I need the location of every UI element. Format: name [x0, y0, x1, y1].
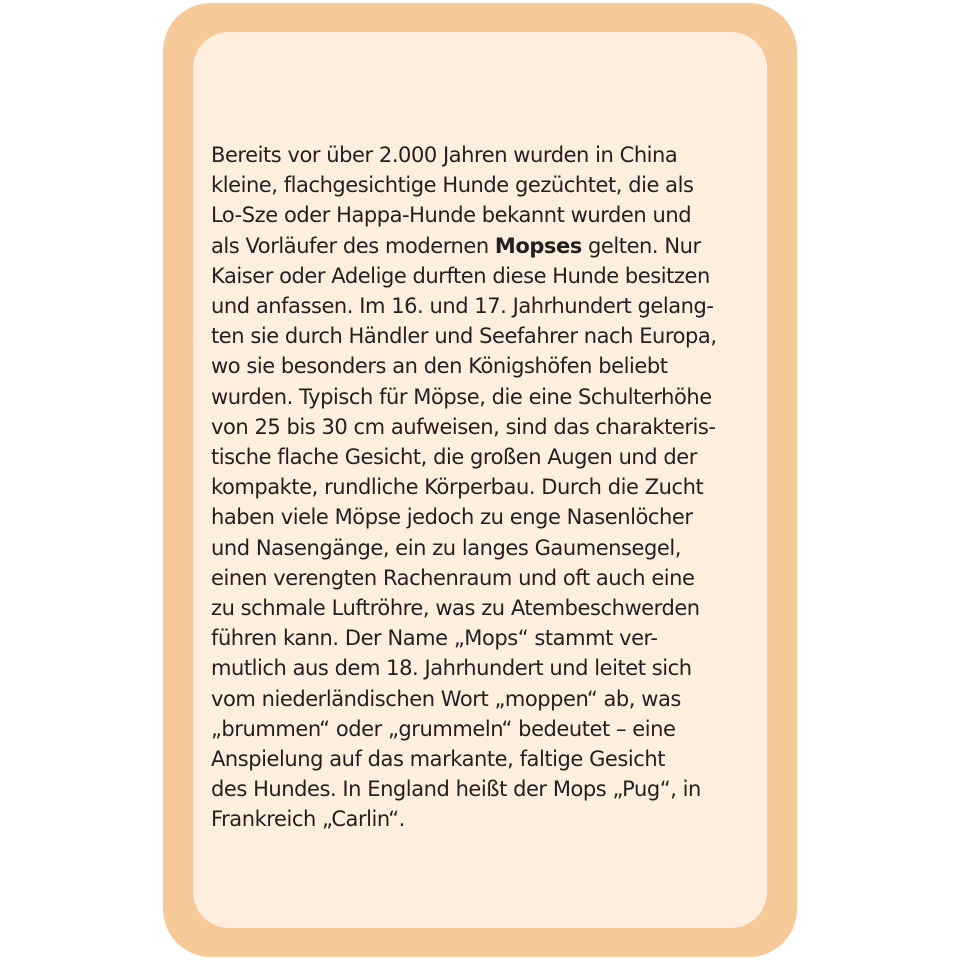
text-line: und Nasengänge, ein zu langes Gaumensegel,	[211, 535, 681, 560]
text-line: und anfassen. Im 16. und 17. Jahrhundert gelang-	[211, 294, 714, 319]
text-line: Anspielung auf das markante, faltige Gesicht	[211, 747, 666, 772]
text-line: „brummen“ oder „grummeln“ bedeutet – eine	[211, 716, 676, 741]
text-line: mutlich aus dem 18. Jahrhundert und leitet sich	[211, 656, 692, 681]
text-line: Kaiser oder Adelige durften diese Hunde besitzen	[211, 263, 710, 288]
text-line: vom niederländischen Wort „moppen“ ab, was	[211, 686, 681, 711]
text-line: Lo-Sze oder Happa-Hunde bekannt wurden und	[211, 203, 692, 228]
text-line: Bereits vor über 2.000 Jahren wurden in China	[211, 143, 678, 167]
text-line: haben viele Möpse jedoch zu enge Nasenlöcher	[211, 505, 693, 530]
text-line: einen verengten Rachenraum und oft auch eine	[211, 565, 695, 590]
text-line: ten sie durch Händler und Seefahrer nach Europa,	[211, 324, 717, 349]
text-line: Frankreich „Carlin“.	[211, 807, 405, 832]
text-line: kompakte, rundliche Körperbau. Durch die Zucht	[211, 475, 704, 500]
text-line	[211, 231, 771, 261]
text-segment: als Vorläufer des modernen	[211, 233, 495, 258]
text-line: wurden. Typisch für Möpse, die eine Schulterhöhe	[211, 384, 712, 409]
text-line: wo sie besonders an den Königshöfen beliebt	[211, 354, 668, 379]
highlighted-term: Mopses	[494, 233, 582, 258]
text-line: des Hundes. In England heißt der Mops „Pug“, in	[211, 777, 701, 802]
text-line: von 25 bis 30 cm aufweisen, sind das charakteris-	[211, 414, 716, 439]
text-line: führen kann. Der Name „Mops“ stammt ver-	[211, 626, 658, 651]
card-panel	[193, 32, 767, 928]
card-body-text	[211, 140, 771, 835]
text-segment: gelten. Nur	[581, 233, 701, 258]
text-line: zu schmale Luftröhre, was zu Atembeschwerden	[211, 596, 700, 621]
text-line: tische flache Gesicht, die großen Augen und der	[211, 445, 697, 470]
text-line: kleine, flachgesichtige Hunde gezüchtet, die als	[211, 173, 694, 198]
info-card	[163, 3, 797, 957]
